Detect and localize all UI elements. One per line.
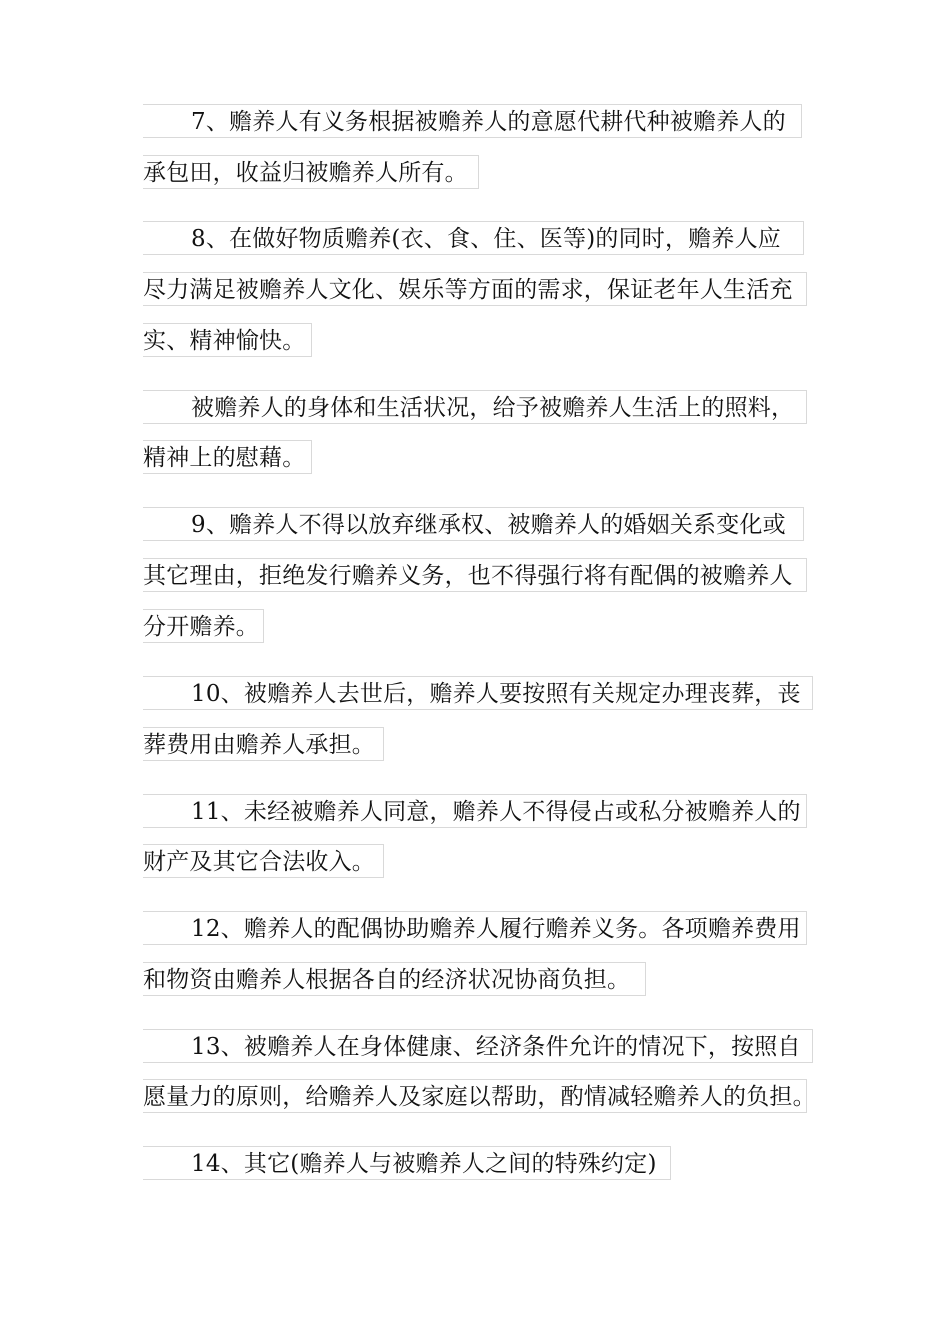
paragraph-14-line-1: 14、其它(赡养人与被赡养人之间的特殊约定) xyxy=(143,1146,671,1180)
paragraph-8b-line-1: 被赡养人的身体和生活状况，给予被赡养人生活上的照料， xyxy=(143,390,807,424)
paragraph-12-line-2: 和物资由赡养人根据各自的经济状况协商负担。 xyxy=(143,962,646,996)
paragraph-8b-line-2: 精神上的慰藉。 xyxy=(143,440,312,474)
paragraph-11-line-1: 11、未经被赡养人同意，赡养人不得侵占或私分被赡养人的 xyxy=(143,794,807,828)
paragraph-8-line-1: 8、在做好物质赡养(衣、食、住、医等)的同时，赡养人应 xyxy=(143,221,804,255)
paragraph-8-line-2: 尽力满足被赡养人文化、娱乐等方面的需求，保证老年人生活充 xyxy=(143,272,807,306)
paragraph-13-line-1: 13、被赡养人在身体健康、经济条件允许的情况下，按照自 xyxy=(143,1029,813,1063)
paragraph-13-line-2: 愿量力的原则，给赡养人及家庭以帮助，酌情减轻赡养人的负担。 xyxy=(143,1079,807,1113)
paragraph-8-line-3: 实、精神愉快。 xyxy=(143,323,312,357)
paragraph-11-line-2: 财产及其它合法收入。 xyxy=(143,844,384,878)
paragraph-9-line-3: 分开赡养。 xyxy=(143,609,264,643)
paragraph-7-line-1: 7、赡养人有义务根据被赡养人的意愿代耕代种被赡养人的 xyxy=(143,104,802,138)
paragraph-9-line-1: 9、赡养人不得以放弃继承权、被赡养人的婚姻关系变化或 xyxy=(143,507,804,541)
paragraph-7-line-2: 承包田，收益归被赡养人所有。 xyxy=(143,155,479,189)
paragraph-12-line-1: 12、赡养人的配偶协助赡养人履行赡养义务。各项赡养费用 xyxy=(143,911,807,945)
paragraph-9-line-2: 其它理由，拒绝发行赡养义务，也不得强行将有配偶的被赡养人 xyxy=(143,558,807,592)
paragraph-10-line-1: 10、被赡养人去世后，赡养人要按照有关规定办理丧葬，丧 xyxy=(143,676,813,710)
paragraph-10-line-2: 葬费用由赡养人承担。 xyxy=(143,727,384,761)
